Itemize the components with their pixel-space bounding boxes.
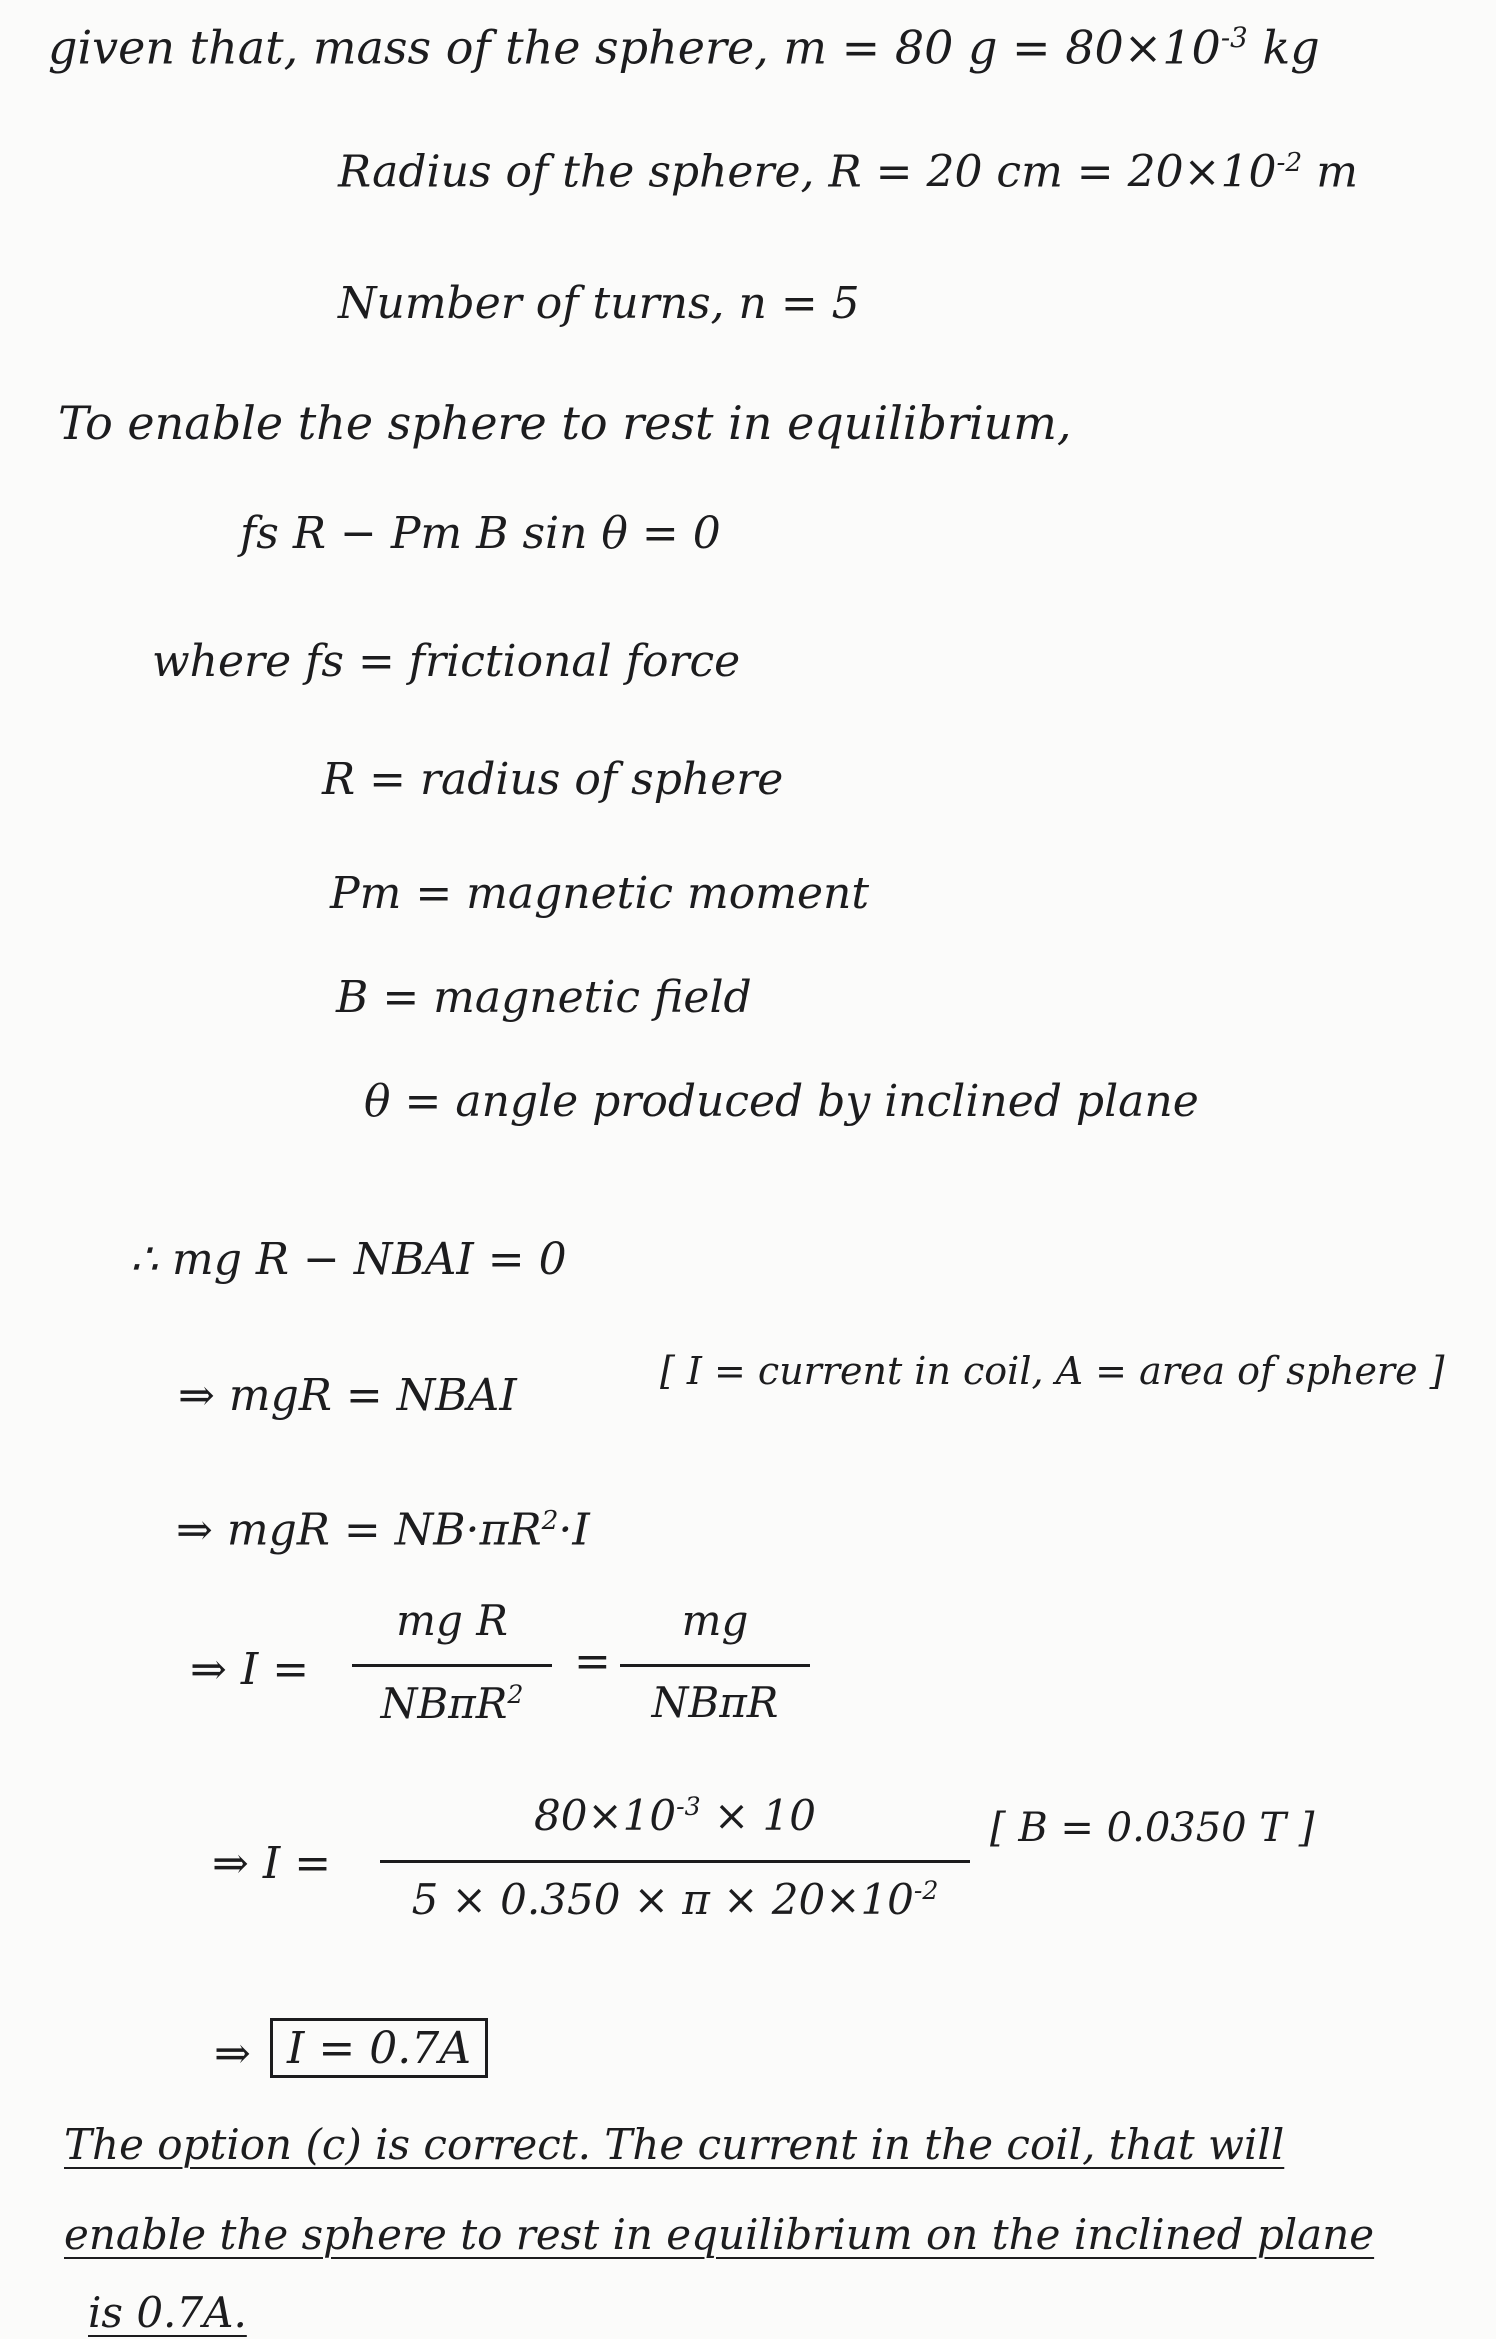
step-area-tail: ·I — [558, 1504, 590, 1556]
conclusion-line-1: The option (c) is correct. The current in the coil, that will — [64, 2120, 1285, 2169]
given-mass-line — [48, 20, 1320, 75]
given-mass-text: given that, mass of the sphere, m = 80 g = 80×10 — [48, 20, 1221, 75]
numeric-denominator-text: 5 × 0.350 × π × 20×10 — [411, 1875, 914, 1924]
fraction-1-bar — [352, 1664, 552, 1667]
given-mass-unit: kg — [1247, 20, 1320, 75]
intro-line: To enable the sphere to rest in equilibrium, — [58, 396, 1072, 450]
numeric-numerator — [380, 1791, 970, 1840]
fraction-1-numerator: mg R — [396, 1596, 508, 1645]
fraction-2-numerator: mg — [681, 1596, 749, 1645]
step-note-field-value: [ B = 0.0350 T ] — [990, 1805, 1315, 1851]
fraction-1-denominator — [352, 1679, 552, 1728]
step-current-expression-lead: ⇒ I = — [190, 1644, 310, 1695]
fraction-2-bar — [620, 1664, 810, 1667]
step-numeric-lead: ⇒ I = — [212, 1838, 332, 1889]
given-radius-text: Radius of the sphere, R = 20 cm = 20×10 — [338, 146, 1277, 198]
given-radius-unit: m — [1302, 146, 1358, 198]
answer-arrow: ⇒ — [214, 2028, 251, 2079]
numeric-numerator-exponent: -3 — [676, 1792, 701, 1821]
conclusion-line-2: enable the sphere to rest in equilibrium on the inclined plane — [64, 2210, 1375, 2259]
given-mass-exponent: -3 — [1220, 21, 1248, 54]
definition-B: B = magnetic field — [336, 972, 752, 1023]
step-area-substitution — [176, 1504, 590, 1556]
numeric-numerator-text: 80×10 — [534, 1791, 677, 1840]
step-area-text: ⇒ mgR = NB·πR — [176, 1504, 542, 1556]
fraction-1-denominator-text: NBπR — [380, 1679, 508, 1728]
definition-Pm: Pm = magnetic moment — [330, 868, 870, 919]
step-area-exponent: 2 — [541, 1505, 559, 1536]
numeric-fraction-bar — [380, 1860, 970, 1863]
fraction-2-denominator: NBπR — [651, 1678, 779, 1727]
step-note-symbols: [ I = current in coil, A = area of sphere ] — [660, 1349, 1445, 1393]
definition-fs: where fs = frictional force — [152, 636, 741, 687]
step-torque-balance: ∴ mg R − NBAI = 0 — [130, 1234, 567, 1285]
step-mgR-equals-NBAI: ⇒ mgR = NBAI — [178, 1370, 517, 1421]
definition-theta: θ = angle produced by inclined plane — [364, 1076, 1199, 1127]
fraction-1-denominator-exponent: 2 — [507, 1680, 524, 1709]
given-radius-exponent: -2 — [1276, 147, 1303, 178]
definition-R: R = radius of sphere — [322, 754, 784, 805]
given-turns-line: Number of turns, n = 5 — [338, 278, 860, 329]
conclusion-line-3: is 0.7A. — [88, 2288, 247, 2337]
given-radius-line — [338, 146, 1358, 198]
boxed-answer: I = 0.7A — [270, 2018, 488, 2078]
equilibrium-equation: fs R − Pm B sin θ = 0 — [240, 508, 721, 559]
fraction-equals-sign: = — [574, 1636, 611, 1687]
numeric-denominator-exponent: -2 — [913, 1876, 939, 1905]
numeric-numerator-tail: × 10 — [700, 1791, 816, 1840]
numeric-denominator — [380, 1875, 970, 1924]
